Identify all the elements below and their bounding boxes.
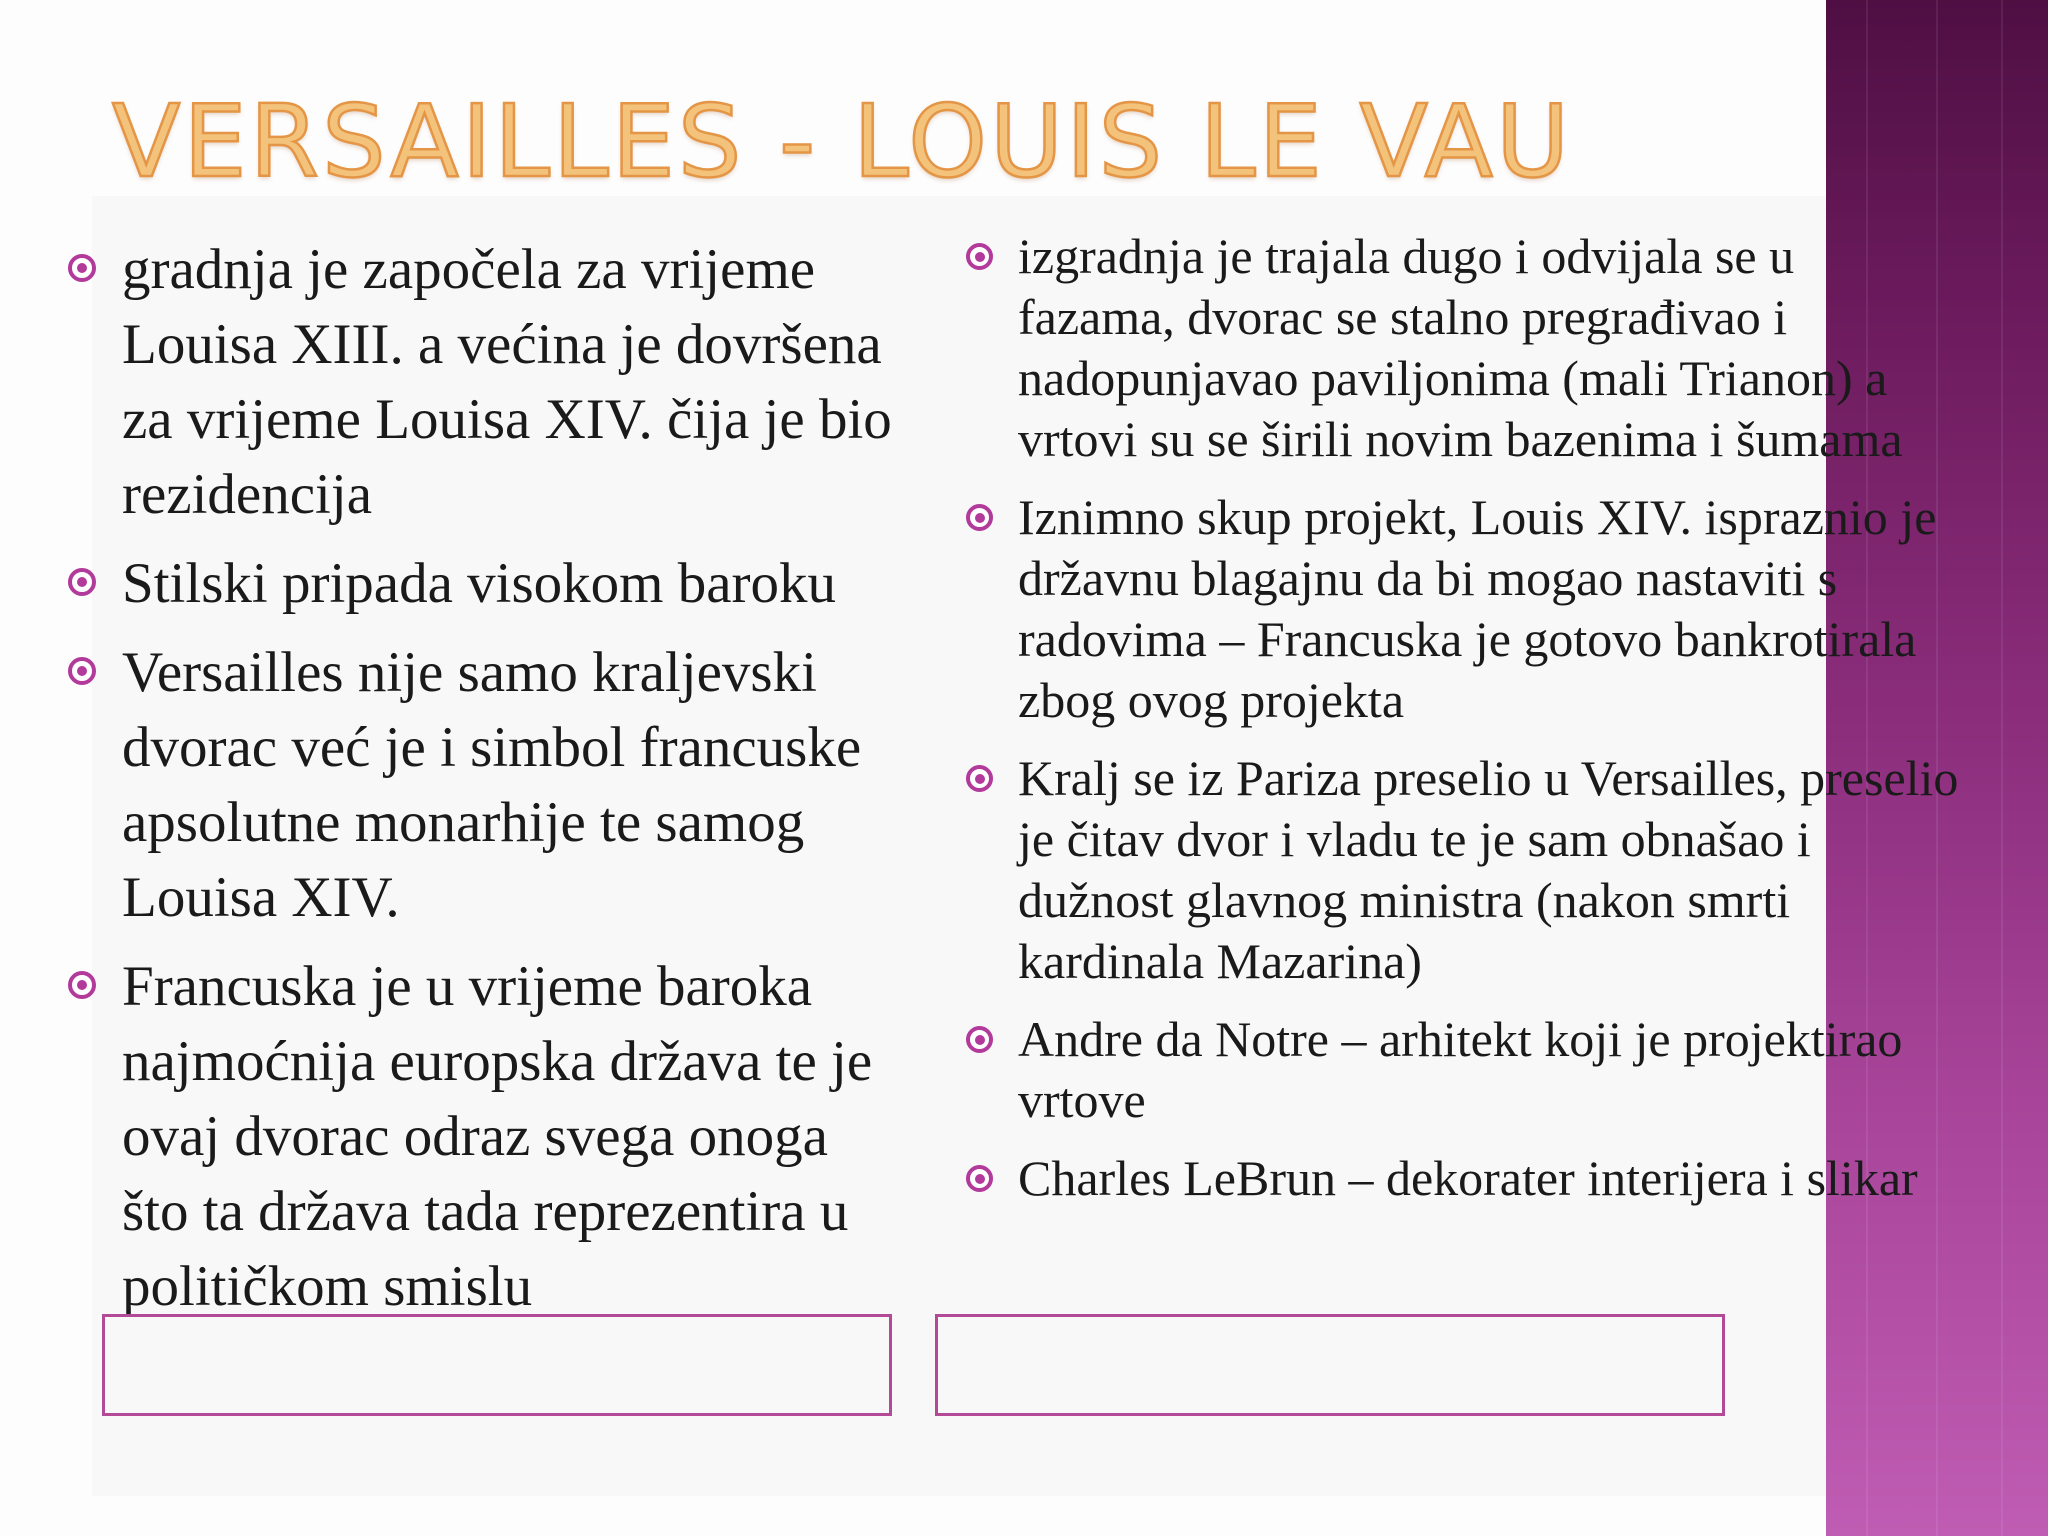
circle-bullet-icon bbox=[966, 243, 993, 270]
list-item bbox=[62, 635, 902, 935]
list-item bbox=[62, 546, 902, 621]
right-bullet-list bbox=[960, 226, 1960, 1226]
list-item-text: Stilski pripada visokom baroku bbox=[122, 552, 837, 615]
list-item bbox=[960, 1009, 1960, 1131]
list-item bbox=[960, 748, 1960, 992]
circle-bullet-icon bbox=[966, 1026, 993, 1053]
list-item-text: izgradnja je trajala dugo i odvijala se u fazama, dvorac se stalno pregrađivao i nadopunjavao paviljonima (mali Trianon) a vrtovi su se širili novim bazenima i šumama bbox=[1018, 228, 1903, 467]
list-item-text: Andre da Notre – arhitekt koji je projektirao vrtove bbox=[1018, 1011, 1903, 1128]
circle-bullet-icon bbox=[68, 254, 96, 282]
list-item bbox=[62, 949, 902, 1324]
circle-bullet-icon bbox=[966, 765, 993, 792]
circle-bullet-icon bbox=[68, 657, 96, 685]
list-item-text: Iznimno skup projekt, Louis XIV. ispraznio je državnu blagajnu da bi mogao nastaviti s radovima – Francuska je gotovo bankrotirala zbog ovog projekta bbox=[1018, 489, 1937, 728]
list-item bbox=[62, 232, 902, 532]
list-item-text: Francuska je u vrijeme baroka najmoćnija europska država te je ovaj dvorac odraz svega onoga što ta država tada reprezentira u političkom smislu bbox=[122, 955, 873, 1318]
list-item-text: Versailles nije samo kraljevski dvorac već je i simbol francuske apsolutne monarhije te samog Louisa XIV. bbox=[122, 641, 862, 929]
list-item bbox=[960, 487, 1960, 731]
list-item-text: gradnja je započela za vrijeme Louisa XIII. a većina je dovršena za vrijeme Louisa XIV. čija je bio rezidencija bbox=[122, 238, 892, 526]
circle-bullet-icon bbox=[966, 1165, 993, 1192]
list-item bbox=[960, 1148, 1960, 1209]
circle-bullet-icon bbox=[68, 568, 96, 596]
circle-bullet-icon bbox=[68, 971, 96, 999]
slide-title: VERSAILLES - LOUIS LE VAU bbox=[112, 83, 1573, 200]
left-bullet-list bbox=[62, 232, 902, 1338]
list-item-text: Kralj se iz Pariza preselio u Versailles, preselio je čitav dvor i vladu te je sam obnašao i dužnost glavnog ministra (nakon smrti kardinala Mazarina) bbox=[1018, 750, 1959, 989]
list-item bbox=[960, 226, 1960, 470]
circle-bullet-icon bbox=[966, 504, 993, 531]
list-item-text: Charles LeBrun – dekorater interijera i slikar bbox=[1018, 1150, 1918, 1206]
